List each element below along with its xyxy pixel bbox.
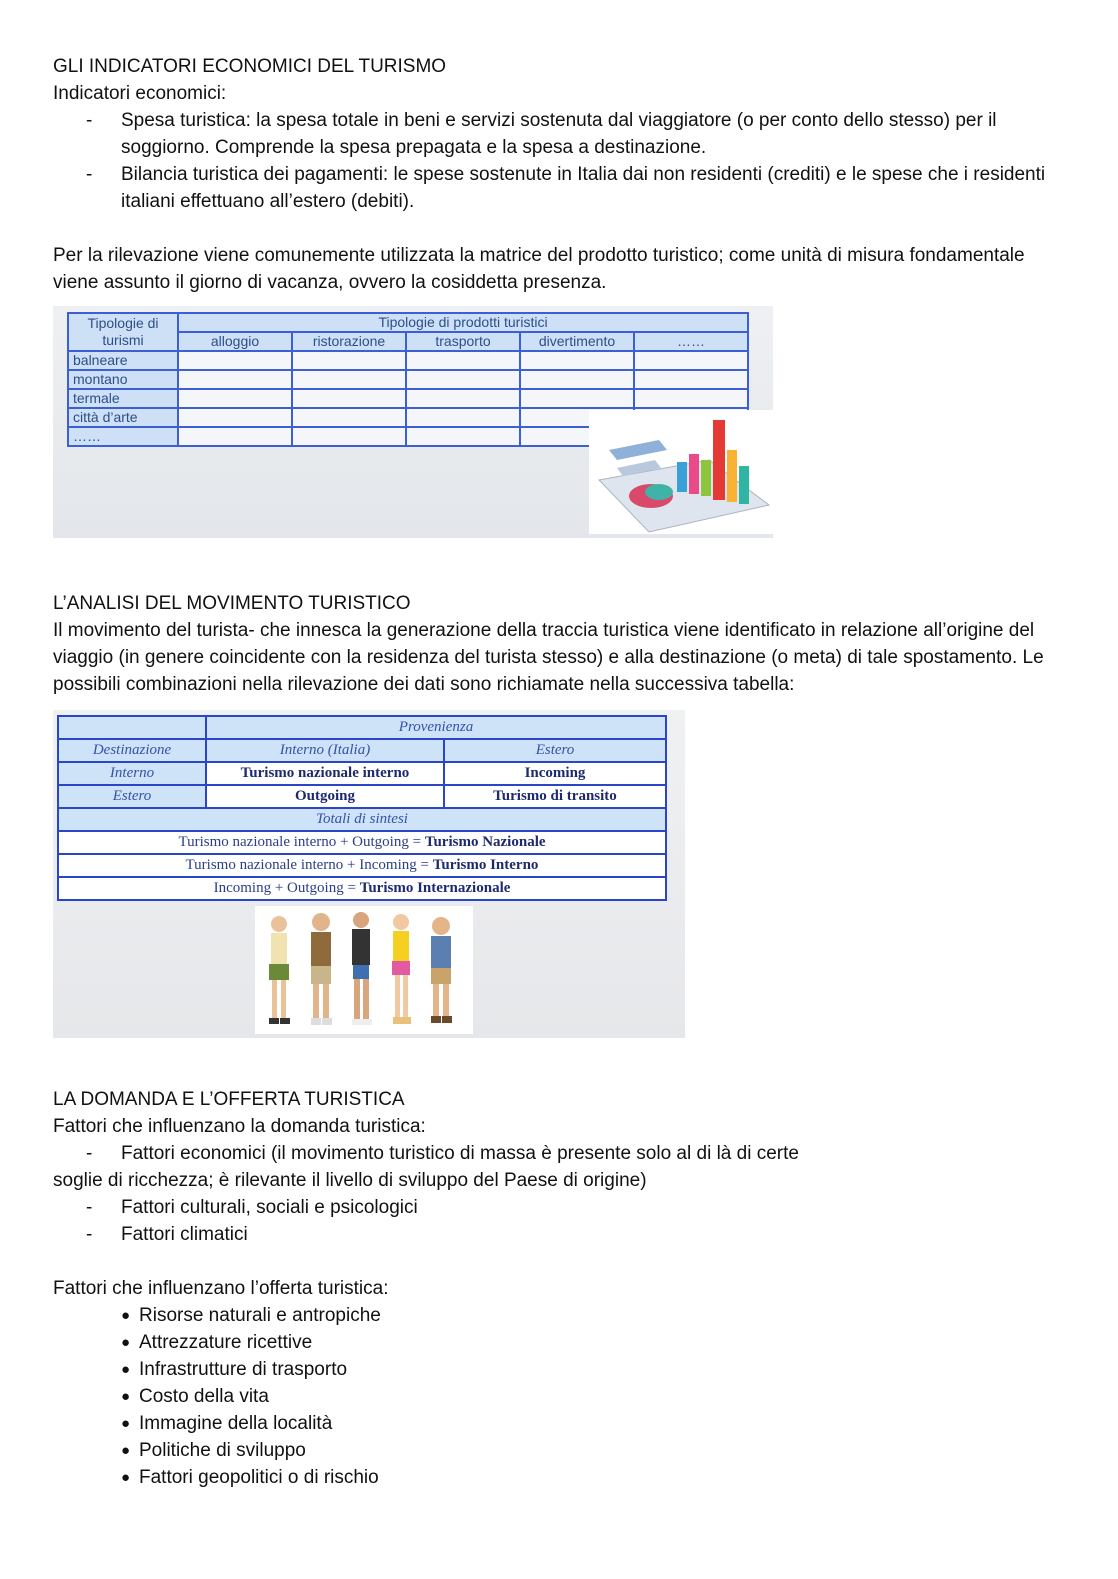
list-item: ● Costo della vita — [121, 1383, 1063, 1410]
demand-list — [53, 1194, 1063, 1248]
matrix-row-header: …… — [68, 427, 178, 446]
matrix-col-header: divertimento — [520, 332, 634, 351]
demand-list — [53, 1140, 1063, 1167]
supply-list — [53, 1302, 1063, 1491]
totali-header: Totali di sintesi — [58, 808, 666, 831]
matrix-row-header: città d’arte — [68, 408, 178, 427]
col-interno: Interno (Italia) — [206, 739, 444, 762]
cell-transito: Turismo di transito — [444, 785, 666, 808]
movement-table — [57, 715, 667, 901]
list-item: - Fattori climatici — [86, 1224, 248, 1245]
list-item: ● Politiche di sviluppo — [121, 1437, 1063, 1464]
demand-intro: Fattori che influenzano la domanda turistica: — [53, 1116, 426, 1137]
destinazione-header: Destinazione — [58, 739, 206, 762]
tourists-icon — [255, 906, 473, 1034]
sum-row: Turismo nazionale interno + Outgoing = Turismo Nazionale — [58, 831, 666, 854]
table-row — [58, 877, 666, 900]
section-title: GLI INDICATORI ECONOMICI DEL TURISMO — [53, 56, 447, 77]
movement-table-figure — [53, 710, 685, 1038]
section-subtitle: Indicatori economici: — [53, 83, 227, 104]
table-row — [58, 854, 666, 877]
section-title: L’ANALISI DEL MOVIMENTO TURISTICO — [53, 593, 411, 614]
list-item: - Fattori economici (il movimento turistico di massa è presente solo al di là di certe — [86, 1143, 799, 1164]
matrix-group-header: Tipologie di prodotti turistici — [178, 313, 748, 332]
chart-illustration — [589, 410, 773, 534]
matrix-col-header: …… — [634, 332, 748, 351]
paragraph: Per la rilevazione viene comunemente utilizzata la matrice del prodotto turistico; come unità di misura fondamentale viene assunto il giorno di vacanza, ovvero la cosiddetta presenza. — [53, 245, 1025, 293]
product-matrix-figure — [53, 306, 773, 538]
list-item: ● Attrezzature ricettive — [121, 1329, 1063, 1356]
table-row — [58, 831, 666, 854]
cell-outgoing: Outgoing — [206, 785, 444, 808]
matrix-row-header: montano — [68, 370, 178, 389]
cell-incoming: Incoming — [444, 762, 666, 785]
tourists-illustration — [255, 906, 473, 1034]
list-item: - Bilancia turistica dei pagamenti: le spese sostenute in Italia dai non residenti (crediti) e le spese che i residenti italiani effettuano all’estero (debiti). — [86, 164, 1046, 212]
list-item-continuation: soglie di ricchezza; è rilevante il livello di sviluppo del Paese di origine) — [53, 1170, 647, 1191]
row-estero: Estero — [58, 785, 206, 808]
paragraph: Il movimento del turista- che innesca la generazione della traccia turistica viene identificato in relazione all’origine del viaggio (in genere coincidente con la residenza del turista stesso) e alla destinazione (o meta) di tale spostamento. Le possibili combinazioni nella rilevazione dei dati sono richiamate nella successiva tabella: — [53, 620, 1044, 695]
table-row — [68, 389, 748, 408]
list-item: - Spesa turistica: la spesa totale in beni e servizi sostenuta dal viaggiatore (o per conto dello stesso) per il soggiorno. Comprende la spesa prepagata e la spesa a destinazione. — [86, 110, 997, 158]
indicator-list — [53, 107, 1063, 215]
sum-row: Incoming + Outgoing = Turismo Internazionale — [58, 877, 666, 900]
document-page — [53, 53, 1063, 1491]
sum-row: Turismo nazionale interno + Incoming = Turismo Interno — [58, 854, 666, 877]
matrix-col-header: alloggio — [178, 332, 292, 351]
provenienza-header: Provenienza — [206, 716, 666, 739]
matrix-col-header: ristorazione — [292, 332, 406, 351]
section-title: LA DOMANDA E L’OFFERTA TURISTICA — [53, 1089, 405, 1110]
col-estero: Estero — [444, 739, 666, 762]
matrix-col-header: trasporto — [406, 332, 520, 351]
supply-intro: Fattori che influenzano l’offerta turistica: — [53, 1278, 389, 1299]
list-item: - Fattori culturali, sociali e psicologici — [86, 1197, 418, 1218]
bar-chart-icon — [589, 410, 773, 534]
table-row — [58, 762, 666, 785]
list-item: ● Fattori geopolitici o di rischio — [121, 1464, 1063, 1491]
list-item: ● Immagine della località — [121, 1410, 1063, 1437]
list-item: ● Infrastrutture di trasporto — [121, 1356, 1063, 1383]
matrix-row-header: termale — [68, 389, 178, 408]
cell-nazionale-interno: Turismo nazionale interno — [206, 762, 444, 785]
row-interno: Interno — [58, 762, 206, 785]
matrix-row-header: balneare — [68, 351, 178, 370]
list-item: ● Risorse naturali e antropiche — [121, 1302, 1063, 1329]
matrix-corner: Tipologie di turismi — [68, 313, 178, 351]
table-row — [58, 785, 666, 808]
table-row — [68, 351, 748, 370]
table-row — [68, 370, 748, 389]
